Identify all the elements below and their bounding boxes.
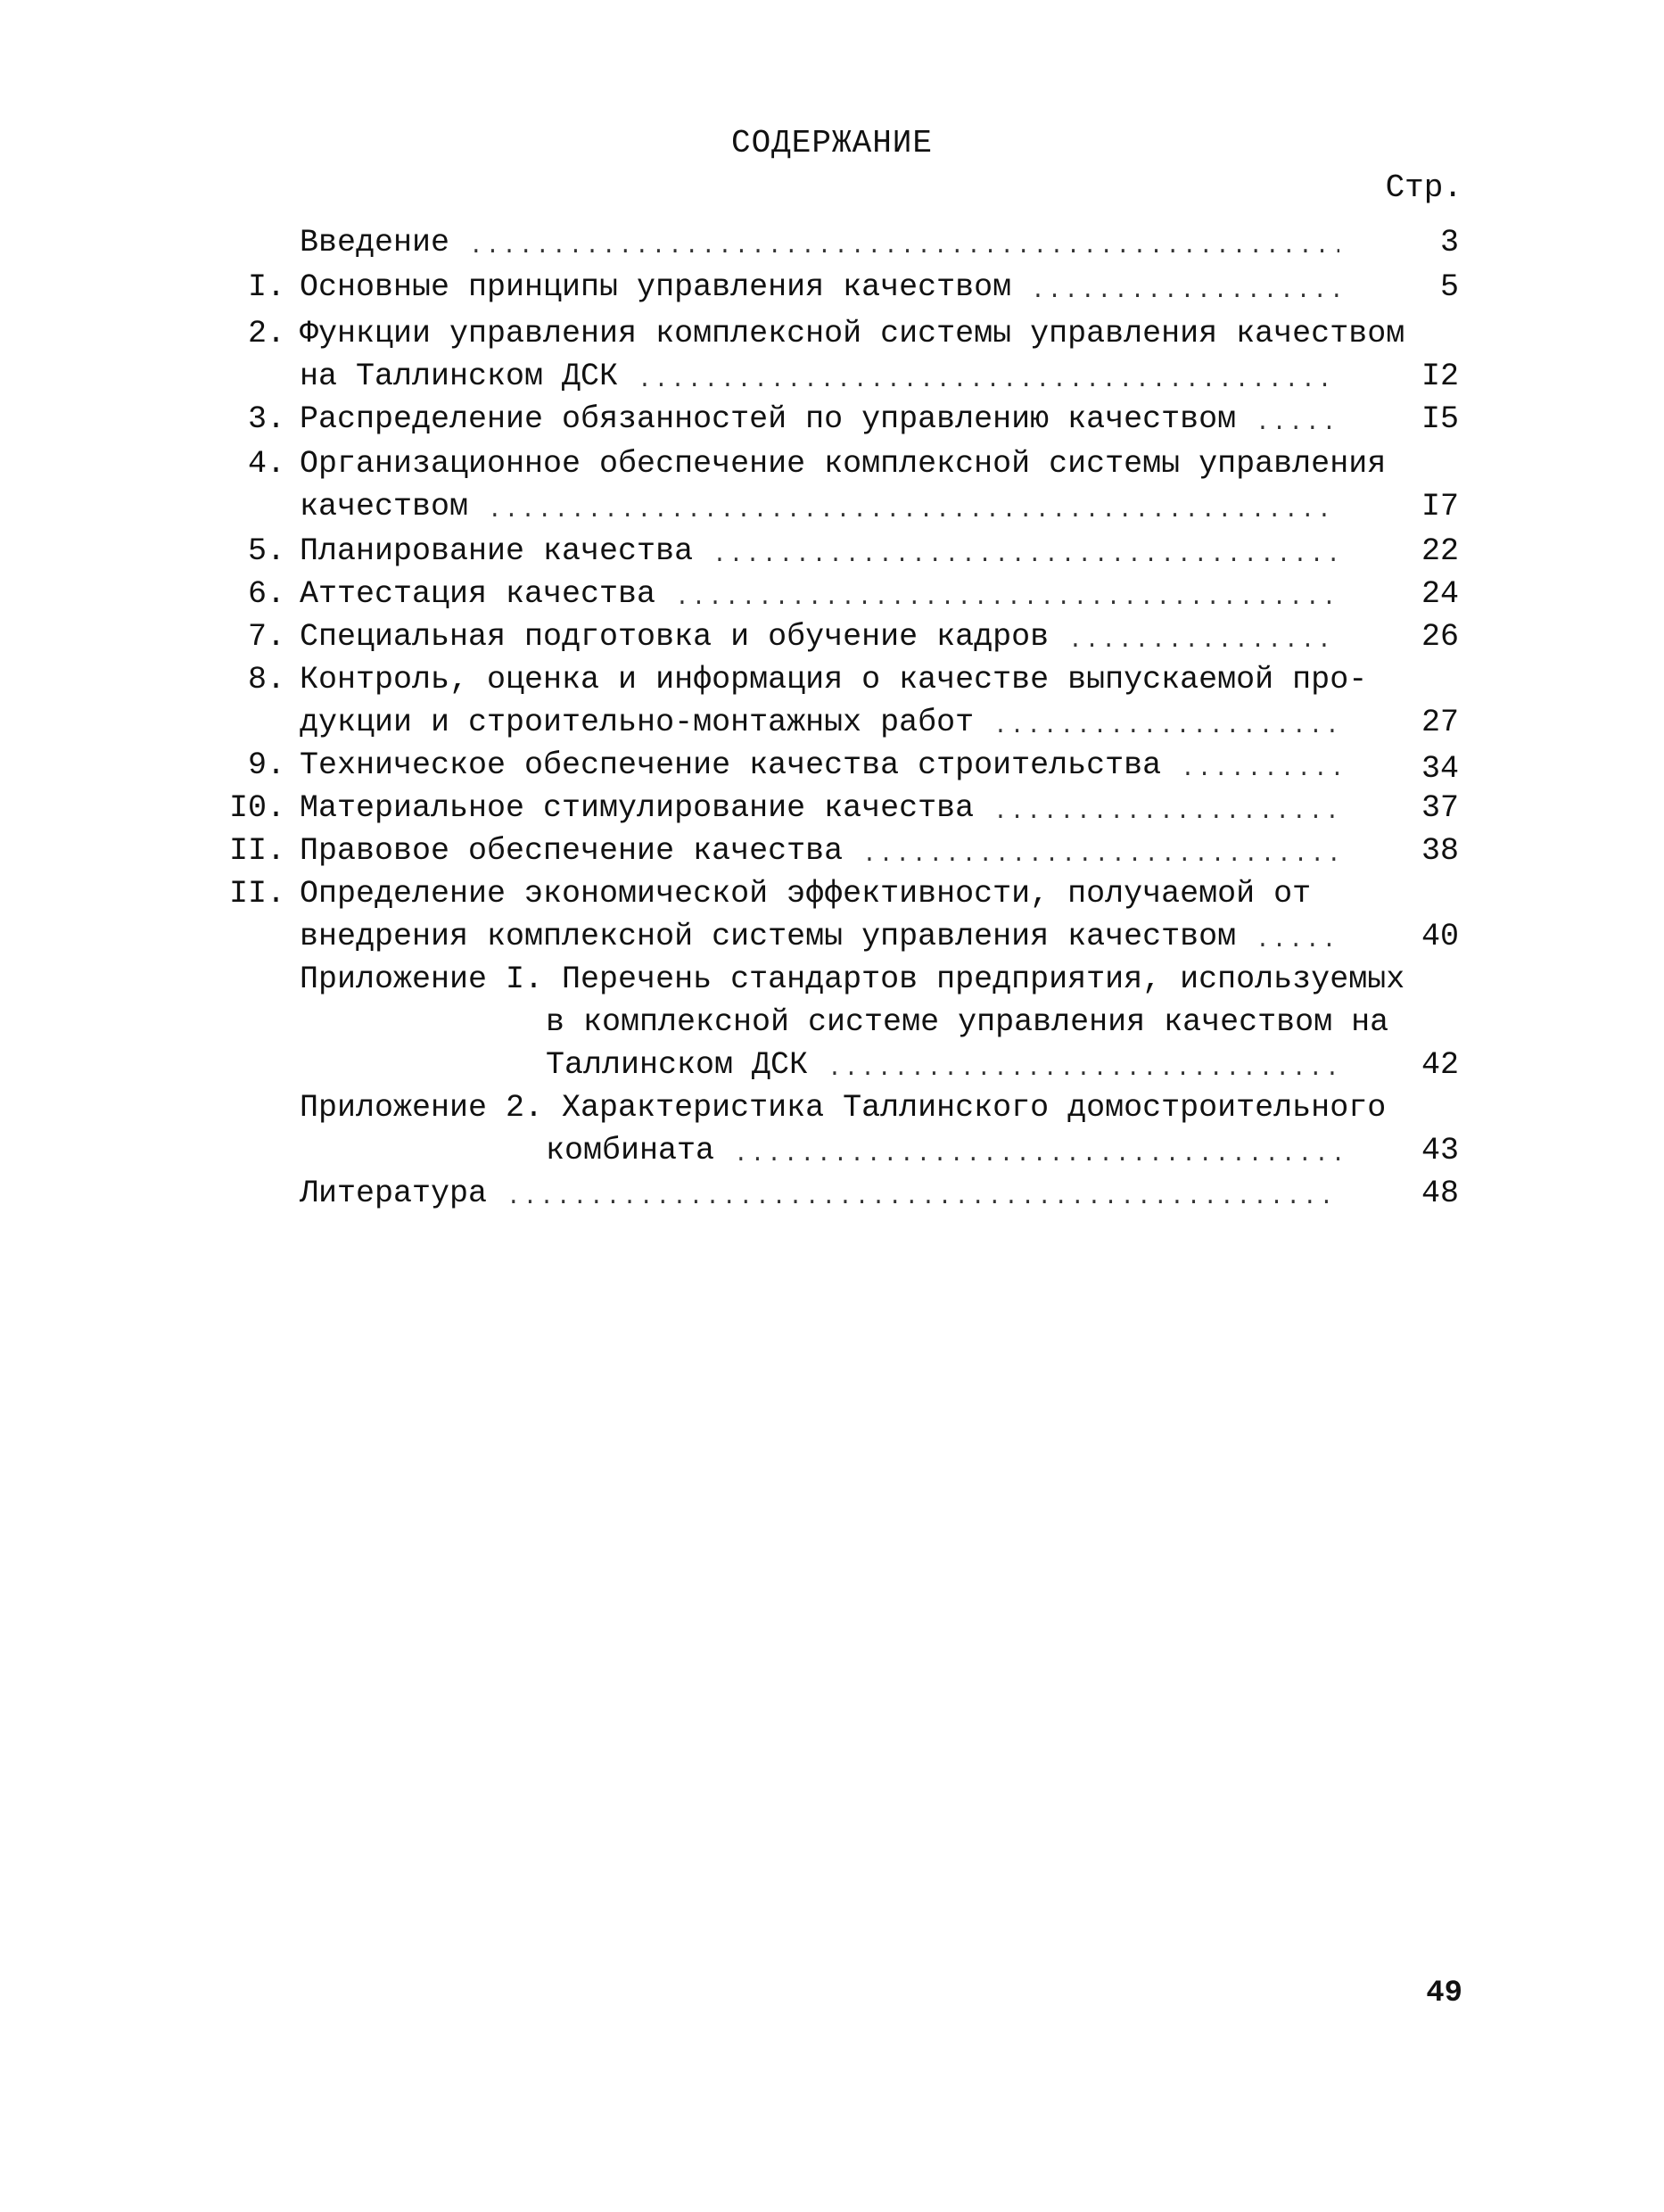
toc-entry-page: 3	[1439, 225, 1459, 260]
toc-entry-number: 2.	[247, 316, 285, 351]
dot-leader	[828, 1051, 1339, 1086]
dot-leader	[1068, 623, 1339, 658]
toc-entry-page: 34	[1421, 751, 1459, 787]
toc-entry-page: 22	[1421, 533, 1459, 569]
toc-entry-title: Материальное стимулирование качества	[300, 790, 975, 826]
toc-entry-number: 9.	[247, 747, 285, 783]
dot-leader	[713, 537, 1339, 573]
toc-entry-page: 48	[1421, 1176, 1459, 1211]
toc-entry-title: Организационное обеспечение комплексной системы управления	[300, 446, 1387, 482]
toc-entry-line	[300, 485, 1348, 528]
toc-entry-title: Правовое обеспечение качества	[300, 833, 844, 869]
dot-leader	[507, 1179, 1339, 1215]
toc-entry-title: дукции и строительно-монтажных работ	[300, 705, 975, 740]
dot-leader	[993, 708, 1339, 744]
toc-entry-line	[546, 1001, 1389, 1044]
toc-entry-page: 24	[1421, 576, 1459, 612]
toc-entry-number: 5.	[247, 533, 285, 569]
toc-entry-page: 43	[1421, 1133, 1459, 1168]
toc-entry-page: 5	[1439, 269, 1459, 305]
toc-entry-line	[300, 266, 1348, 309]
toc-entry-number: I.	[247, 269, 285, 305]
toc-entry-title: качеством	[300, 489, 469, 524]
toc-entry-line	[300, 398, 1348, 441]
dot-leader	[469, 228, 1339, 264]
toc-entry-line	[300, 221, 1348, 264]
toc-entry-page: I2	[1421, 359, 1459, 394]
toc-entry-title: Аттестация качества	[300, 576, 656, 612]
toc-entry-line	[300, 872, 1348, 915]
toc-entry-line	[300, 701, 1348, 744]
toc-entry-line	[300, 615, 1348, 658]
toc-entry-title: в комплексной системе управления качеством на	[546, 1004, 1389, 1040]
toc-entry-line	[300, 573, 1348, 615]
toc-entry-number: 7.	[247, 619, 285, 655]
toc-entry-page: 37	[1421, 790, 1459, 826]
toc-entry-title: Контроль, оценка и информация о качестве выпускаемой про-	[300, 662, 1368, 697]
toc-entry-page: 26	[1421, 619, 1459, 655]
toc-entry-line	[300, 1086, 1387, 1129]
toc-entry-line	[546, 1044, 1348, 1086]
dot-leader	[734, 1136, 1339, 1172]
toc-entry-line	[300, 830, 1348, 872]
toc-entry-title: Основные принципы управления качеством	[300, 269, 1012, 305]
toc-entry-title: Таллинском ДСК	[546, 1047, 809, 1083]
toc-entry-number: 6.	[247, 576, 285, 612]
toc-entry-title: Литература	[300, 1176, 488, 1211]
toc-entry-line	[300, 530, 1348, 573]
toc-entry-number: II.	[228, 833, 285, 869]
toc-entry-line	[300, 658, 1368, 701]
toc-entry-title: Специальная подготовка и обучение кадров	[300, 619, 1050, 655]
toc-entry-title: на Таллинском ДСК	[300, 359, 619, 394]
toc-entry-page: I5	[1421, 401, 1459, 437]
toc-entry-title: Приложение I. Перечень стандартов предприятия, используемых	[300, 962, 1405, 997]
dot-leader	[1256, 922, 1339, 958]
toc-entry-title: Введение	[300, 225, 450, 260]
toc-entry-number: 3.	[247, 401, 285, 437]
pages-column-header: Стр.	[1385, 169, 1462, 206]
toc-entry-title: Распределение обязанностей по управлению качеством	[300, 401, 1237, 437]
dot-leader	[1031, 273, 1339, 309]
toc-entry-line	[300, 1172, 1348, 1215]
page-number: 49	[1426, 1977, 1462, 2010]
toc-entry-page: 38	[1421, 833, 1459, 869]
dot-leader	[675, 580, 1339, 615]
toc-entry-line	[546, 1129, 1348, 1172]
toc-entry-title: Планирование качества	[300, 533, 694, 569]
toc-entry-number: II.	[228, 876, 285, 912]
toc-entry-line	[300, 915, 1348, 958]
dot-leader	[993, 794, 1339, 830]
toc-entry-title: Функции управления комплексной системы управления качеством	[300, 316, 1405, 351]
toc-entry-line	[300, 958, 1405, 1001]
toc-entry-page: I7	[1421, 489, 1459, 524]
dot-leader	[638, 362, 1339, 398]
toc-entry-line	[300, 787, 1348, 830]
toc-entry-line	[300, 312, 1405, 355]
dot-leader	[488, 492, 1339, 528]
toc-entry-title: Определение экономической эффективности, получаемой от	[300, 876, 1312, 912]
dot-leader	[1256, 405, 1339, 441]
toc-entry-number: 8.	[247, 662, 285, 697]
toc-entry-title: Техническое обеспечение качества строительства	[300, 747, 1162, 783]
toc-entry-page: 42	[1421, 1047, 1459, 1083]
toc-entry-number: I0.	[228, 790, 285, 826]
dot-leader	[862, 837, 1339, 872]
toc-entry-line	[300, 355, 1348, 398]
toc-entry-title: комбината	[546, 1133, 715, 1168]
toc-entry-line	[300, 744, 1348, 787]
page-title: СОДЕРЖАНИЕ	[730, 125, 934, 161]
toc-entry-page: 40	[1421, 919, 1459, 954]
toc-entry-line	[300, 442, 1387, 485]
toc-entry-number: 4.	[247, 446, 285, 482]
toc-entry-title: внедрения комплексной системы управления качеством	[300, 919, 1237, 954]
dot-leader	[1181, 751, 1339, 787]
toc-entry-title: Приложение 2. Характеристика Таллинского домостроительного	[300, 1090, 1387, 1126]
toc-entry-page: 27	[1421, 705, 1459, 740]
